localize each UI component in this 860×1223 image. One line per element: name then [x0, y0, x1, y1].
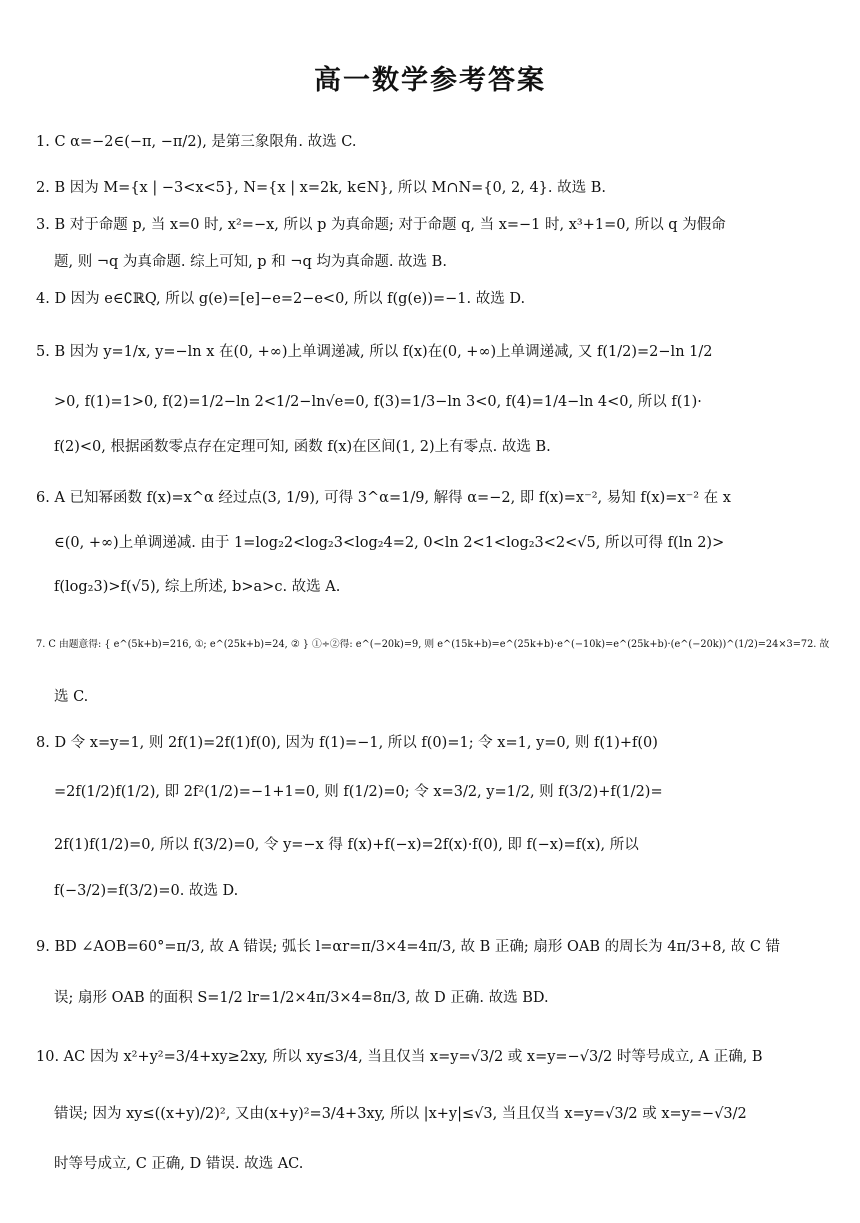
- answer-line: 5. B 因为 y=1/x, y=−ln x 在(0, +∞)上单调递减, 所以 f(x)在(0, +∞)上单调递减, 又 f(1/2)=2−ln 1/2: [36, 344, 713, 360]
- answer-line: >0, f(1)=1>0, f(2)=1/2−ln 2<1/2−ln√e=0, f(3)=1/3−ln 3<0, f(4)=1/4−ln 4<0, 所以 f(1)·: [54, 394, 702, 410]
- answer-line: 7. C 由题意得: { e^(5k+b)=216, ①; e^(25k+b)=24, ② } ①÷②得: e^(−20k)=9, 则 e^(15k+b)=e^(25k+b)·e^(−10k)=e^(25k+b)·(e^(−20k))^(1/2)=24×3=72. 故: [36, 639, 830, 650]
- answer-line: 8. D 令 x=y=1, 则 2f(1)=2f(1)f(0), 因为 f(1)=−1, 所以 f(0)=1; 令 x=1, y=0, 则 f(1)+f(0): [36, 735, 658, 751]
- answer-line: 题, 则 ¬q 为真命题. 综上可知, p 和 ¬q 均为真命题. 故选 B.: [54, 254, 447, 270]
- answer-line: 1. C α=−2∈(−π, −π/2), 是第三象限角. 故选 C.: [36, 134, 357, 150]
- answer-line: 误; 扇形 OAB 的面积 S=1/2 lr=1/2×4π/3×4=8π/3, 故 D 正确. 故选 BD.: [54, 990, 549, 1006]
- answer-line: =2f(1/2)f(1/2), 即 2f²(1/2)=−1+1=0, 则 f(1/2)=0; 令 x=3/2, y=1/2, 则 f(3/2)+f(1/2)=: [54, 784, 663, 800]
- answer-line: f(2)<0, 根据函数零点存在定理可知, 函数 f(x)在区间(1, 2)上有零点. 故选 B.: [54, 439, 551, 455]
- answer-line: 3. B 对于命题 p, 当 x=0 时, x²=−x, 所以 p 为真命题; 对于命题 q, 当 x=−1 时, x³+1=0, 所以 q 为假命: [36, 217, 726, 233]
- answer-line: 2f(1)f(1/2)=0, 所以 f(3/2)=0, 令 y=−x 得 f(x)+f(−x)=2f(x)·f(0), 即 f(−x)=f(x), 所以: [54, 837, 639, 853]
- answer-line: 6. A 已知幂函数 f(x)=x^α 经过点(3, 1/9), 可得 3^α=1/9, 解得 α=−2, 即 f(x)=x⁻², 易知 f(x)=x⁻² 在 x: [36, 490, 731, 506]
- answer-line: 2. B 因为 M={x | −3<x<5}, N={x | x=2k, k∈N}, 所以 M∩N={0, 2, 4}. 故选 B.: [36, 180, 606, 196]
- answer-line: 选 C.: [54, 689, 89, 705]
- answer-line: 错误; 因为 xy≤((x+y)/2)², 又由(x+y)²=3/4+3xy, 所以 |x+y|≤√3, 当且仅当 x=y=√3/2 或 x=y=−√3/2: [54, 1106, 747, 1122]
- answer-line: f(−3/2)=f(3/2)=0. 故选 D.: [54, 883, 239, 899]
- answer-line: 9. BD ∠AOB=60°=π/3, 故 A 错误; 弧长 l=αr=π/3×4=4π/3, 故 B 正确; 扇形 OAB 的周长为 4π/3+8, 故 C 错: [36, 939, 781, 955]
- answer-line: 4. D 因为 e∈∁ℝQ, 所以 g(e)=[e]−e=2−e<0, 所以 f(g(e))=−1. 故选 D.: [36, 291, 526, 307]
- answer-line: 时等号成立, C 正确, D 错误. 故选 AC.: [54, 1156, 304, 1172]
- answer-line: ∈(0, +∞)上单调递减. 由于 1=log₂2<log₂3<log₂4=2, 0<ln 2<1<log₂3<2<√5, 所以可得 f(ln 2)>: [54, 535, 725, 551]
- page-title: 高一数学参考答案: [314, 65, 546, 96]
- answer-line: 10. AC 因为 x²+y²=3/4+xy≥2xy, 所以 xy≤3/4, 当且仅当 x=y=√3/2 或 x=y=−√3/2 时等号成立, A 正确, B: [36, 1049, 763, 1065]
- answer-line: f(log₂3)>f(√5), 综上所述, b>a>c. 故选 A.: [54, 579, 341, 595]
